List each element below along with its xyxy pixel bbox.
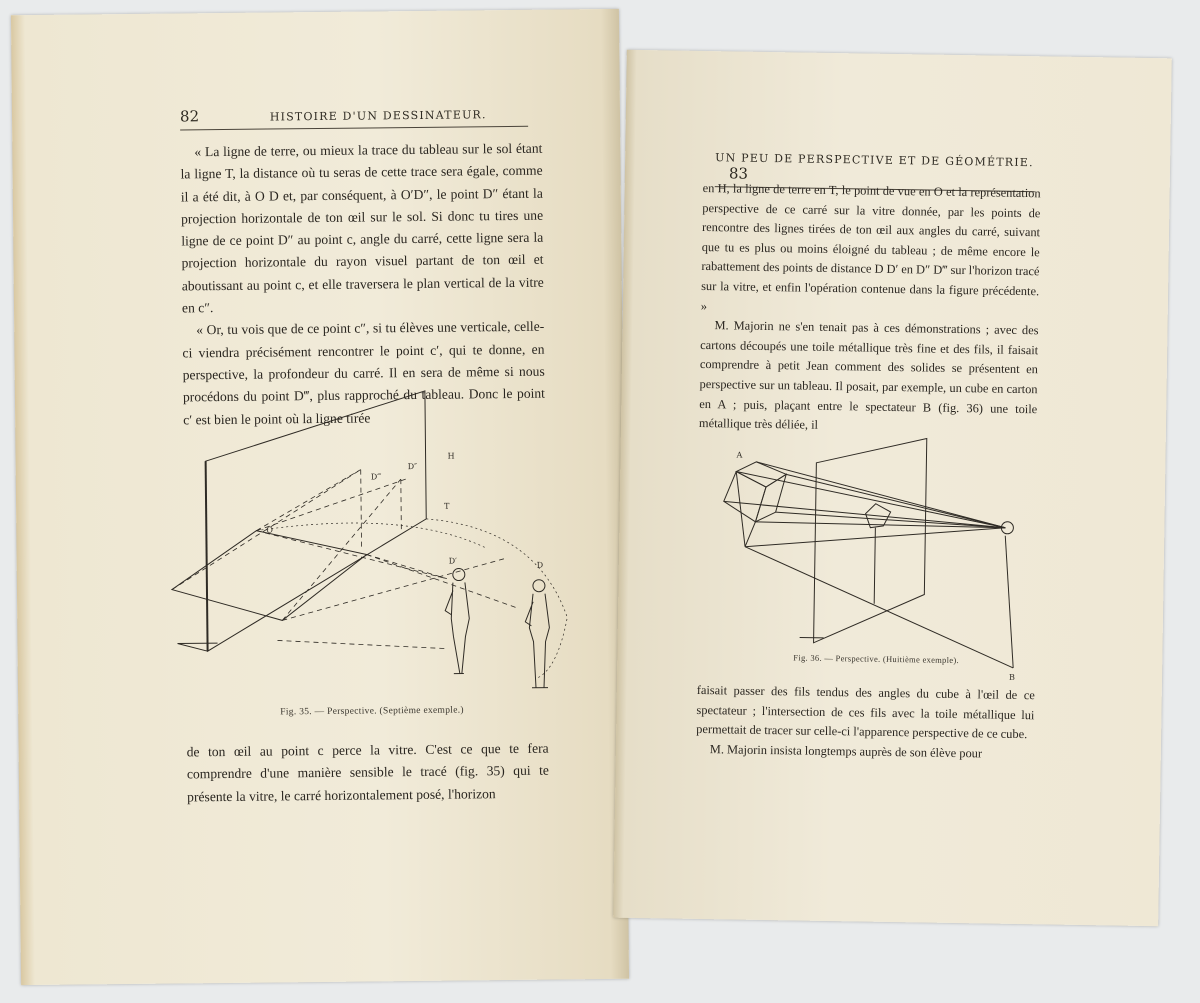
left-paragraph-1: « La ligne de terre, ou mieux la trace du tableau sur le sol étant la ligne T, la distance où tu seras de cette trace sera égale, comme il a été dit, à O D et, par conséquent, à O′D″, le point D″ étant la projection horizontale de ton œil sur le sol. Si donc tu tires une ligne de ce point D″ au point c, angle du carré, cette ligne sera la projection horizontale du rayon visuel partant de ton œil et aboutissant au point c, et elle traversera le plan vertical de la vitre en c″. bbox=[180, 140, 544, 316]
right-page-number: 83 bbox=[728, 164, 749, 183]
figure-36-caption: Fig. 36. — Perspective. (Huitième exemple). bbox=[793, 652, 960, 666]
label-D: D bbox=[536, 560, 544, 570]
figure-35-diagram bbox=[155, 377, 578, 701]
left-running-head bbox=[180, 104, 528, 131]
arc-upper bbox=[256, 522, 486, 551]
figure-35-caption: Fig. 35. — Perspective. (Septième exemple.) bbox=[280, 705, 464, 718]
label-B: B bbox=[1008, 672, 1016, 682]
observer-near bbox=[445, 568, 470, 673]
label-D-triple: D‴ bbox=[370, 472, 382, 482]
right-text-bottom bbox=[696, 681, 1035, 765]
left-page bbox=[11, 9, 629, 985]
arc-right bbox=[426, 517, 568, 678]
label-A: A bbox=[736, 450, 743, 460]
label-O: O bbox=[266, 525, 273, 535]
right-paragraph-1: en H, la ligne de terre en T, le point de vue en O et la représentation perspective de ce carré sur la vitre donnée, par les points de rencontre des lignes tirées de ton œil aux angles du carré, suivant que tu es plus ou moins éloigné du tableau ; de même encore le rabattement des points de distance D D′ en D″ D‴ sur l'horizon tracé sur la vitre, et enfin l'opération contenue dans la figure précédente. » bbox=[700, 180, 1041, 313]
label-H: H bbox=[447, 451, 455, 461]
left-text-bottom bbox=[187, 738, 550, 809]
right-paragraph-4: M. Majorin insista longtemps auprès de son élève pour bbox=[709, 741, 983, 761]
right-page bbox=[613, 50, 1172, 926]
right-paragraph-3: faisait passer des fils tendus des angles du cube à l'œil de ce spectateur ; l'intersection de ces fils avec la toile métallique lui permettait de tracer sur celle-ci l'apparence perspective de ce cube. bbox=[696, 682, 1035, 742]
plane-shadow bbox=[178, 643, 208, 651]
right-running-head-title: UN PEU DE PERSPECTIVE ET DE GÉOMÉTRIE. bbox=[715, 151, 1034, 170]
left-running-head-title: HISTOIRE D'UN DESSINATEUR. bbox=[269, 108, 487, 124]
left-paragraph-3: de ton œil au point c perce la vitre. C'est ce que te fera comprendre d'une manière sensible le tracé (fig. 35) qui te présente la vitre, le carré horizontalement posé, l'horizon bbox=[186, 740, 549, 805]
right-text-top bbox=[699, 179, 1041, 439]
left-paragraph-2: « Or, tu vois que de ce point c″, si tu élèves une verticale, celle-ci viendra précisément rencontrer le point c′, qui te donne, en perspective, la profondeur du carré. Il en sera de même si nous procédons du point D‴, plus rapproché du tableau. Donc le point c′ est bien le point où la ligne tirée bbox=[182, 319, 546, 427]
cube-left bbox=[723, 471, 766, 522]
label-D-prime: D′ bbox=[448, 556, 457, 566]
right-paragraph-2: M. Majorin ne s'en tenait pas à ces démonstrations ; avec des cartons découpés une toile métallique très fine et des fils, il faisait comprendre à petit Jean comment des solides se présentent en perspective sur un tableau. Il posait, par exemple, un cube en carton en A ; puis, plaçant entre le spectateur B (fig. 36) une toile métallique très déliée, il bbox=[698, 318, 1039, 432]
left-page-number: 82 bbox=[179, 107, 200, 126]
label-T: T bbox=[444, 501, 450, 511]
cube-top bbox=[736, 462, 786, 488]
glass-plane bbox=[205, 391, 428, 651]
ground-square bbox=[171, 530, 367, 622]
label-D-double: D″ bbox=[407, 461, 418, 472]
